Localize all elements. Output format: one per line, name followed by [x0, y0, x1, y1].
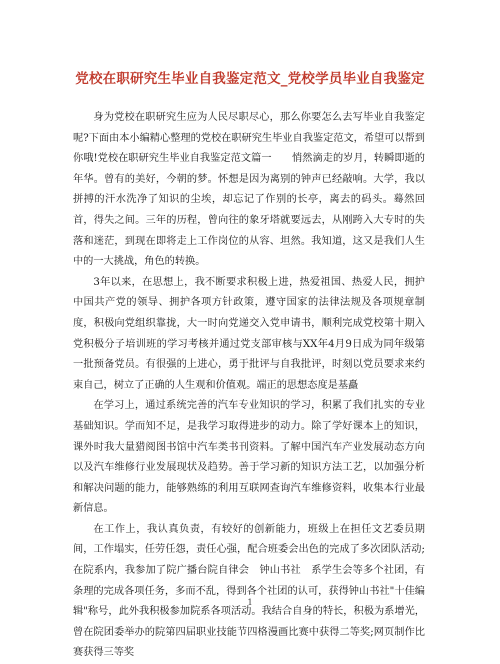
- document-body: [73, 108, 425, 664]
- body-paragraph: 3年以来，在思想上，我不断要求积极上进，热爱祖国、热爱人民，拥护中国共产党的领导、拥护各项方针政策，遵守国家的法律法规及各项规章制度，积极向党组织靠拢，大一时向党递交入党申请书，顺利完成党校第十期入党积极分子培训班的学习考核并通过党支部审核与XX年4月9日成为同年级第一批预备党员。有很强的上进心，勇于批评与自我批评，时刻以党员要求来约束自己，树立了正确的人生观和价值观。端正的思想态度是基矗: [73, 276, 425, 391]
- document-title: 党校在职研究生毕业自我鉴定范文_党校学员毕业自我鉴定: [75, 71, 425, 87]
- body-paragraph: 在工作上，我认真负责，有较好的创新能力，班级上在担任文艺委员期间，工作塌实，任劳任怨，责任心强，配合班委会出色的完成了多次团队活动;在院系内，我参加了院广播台院自律会 钟山书社 系学生会等多个社团，有条理的完成各项任务，多而不乱，得到各个社团的认可，获得钟山书社"十佳编辑"称号，此外我积极参加院系各项活动。我结合自身的特长，积极为系增光，曾在院团委举办的院第四届职业技能节四格漫画比赛中获得二等奖;网页制作比赛获得三等奖: [73, 523, 425, 659]
- body-paragraph: 在学习上，通过系统完善的汽车专业知识的学习，积累了我们扎实的专业基础知识。学而知不足，是我学习取得进步的动力。除了学好课本上的知识，课外时我大量猎阅图书馆中汽车类书刊资料。了解中国汽车产业发展动态方向以及汽车维修行业发展现状及趋势。善于学习新的知识方法工艺，以加强分析和解决问题的能力，能够熟练的利用互联网查询汽车维修资料，收集本行业最新信息。: [73, 400, 425, 515]
- page-number: 1: [247, 598, 253, 607]
- body-paragraph: 身为党校在职研究生应为人民尽职尽心，那么你要怎么去写毕业自我鉴定呢?下面由本小编精心整理的党校在职研究生毕业自我鉴定范文，希望可以帮到你哦!党校在职研究生毕业自我鉴定范文篇一 悄然滴走的岁月，转瞬即逝的年华。曾有的美好，今朝的梦。怀想是因为离别的钟声已经敲响。大学，我以拼搏的汗水洗净了知识的尘埃，却忘记了作别的长亭，离去的码头。蓦然回首，得失之间。三年的历程，曾向往的象牙塔就要远去，从刚跨入大专时的失落和迷茫，到现在即将走上工作岗位的从容、坦然。我知道，这又是我们人生中的一大挑战，角色的转换。: [73, 112, 425, 268]
